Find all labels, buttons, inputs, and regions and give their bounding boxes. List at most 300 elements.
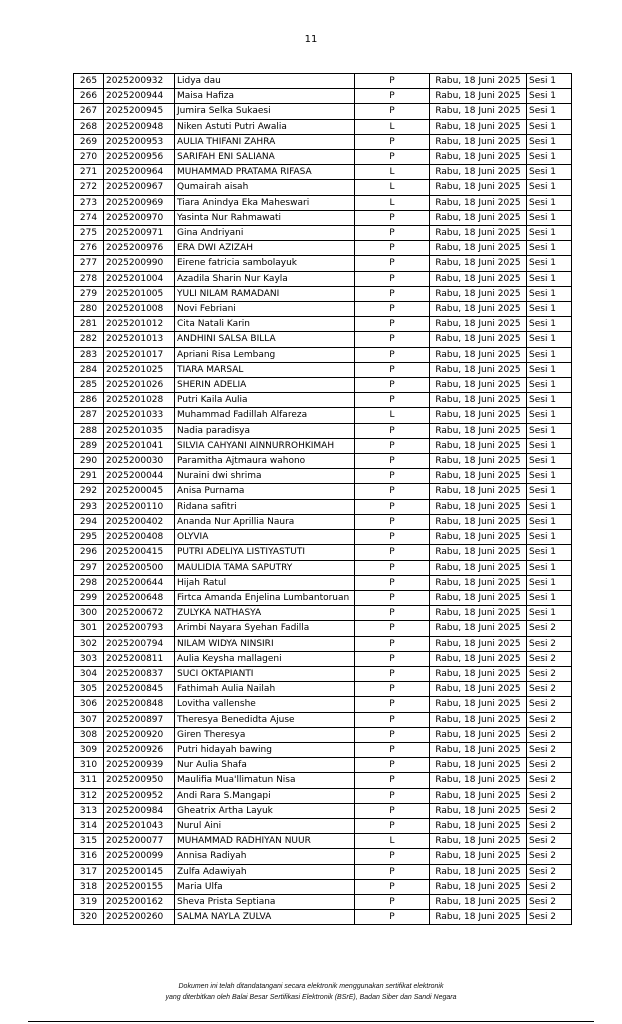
table-row xyxy=(74,241,572,256)
exam-date-cell: Rabu, 18 Juni 2025 xyxy=(430,636,527,651)
session-cell: Sesi 1 xyxy=(527,165,572,180)
gender-cell: P xyxy=(355,788,430,803)
student-name-cell: NILAM WIDYA NINSIRI xyxy=(175,636,355,651)
student-name-cell: Lovitha vallenshe xyxy=(175,697,355,712)
gender-cell: P xyxy=(355,727,430,742)
row-number-cell: 265 xyxy=(74,74,104,89)
row-number-cell: 291 xyxy=(74,469,104,484)
exam-date-cell: Rabu, 18 Juni 2025 xyxy=(430,438,527,453)
student-id-cell: 2025200970 xyxy=(104,210,175,225)
row-number-cell: 273 xyxy=(74,195,104,210)
student-id-cell: 2025200672 xyxy=(104,606,175,621)
student-id-cell: 2025200077 xyxy=(104,834,175,849)
session-cell: Sesi 2 xyxy=(527,742,572,757)
row-number-cell: 314 xyxy=(74,818,104,833)
session-cell: Sesi 1 xyxy=(527,317,572,332)
exam-date-cell: Rabu, 18 Juni 2025 xyxy=(430,575,527,590)
student-name-cell: PUTRI ADELIYA LISTIYASTUTI xyxy=(175,545,355,560)
student-id-cell: 2025200811 xyxy=(104,651,175,666)
gender-cell: P xyxy=(355,666,430,681)
student-name-cell: Cita Natali Karin xyxy=(175,317,355,332)
session-cell: Sesi 1 xyxy=(527,560,572,575)
gender-cell: L xyxy=(355,119,430,134)
row-number-cell: 318 xyxy=(74,879,104,894)
session-cell: Sesi 1 xyxy=(527,119,572,134)
student-name-cell: Andi Rara S.Mangapi xyxy=(175,788,355,803)
student-id-cell: 2025200920 xyxy=(104,727,175,742)
gender-cell: L xyxy=(355,180,430,195)
row-number-cell: 308 xyxy=(74,727,104,742)
session-cell: Sesi 1 xyxy=(527,150,572,165)
student-id-cell: 2025200926 xyxy=(104,742,175,757)
student-id-cell: 2025200990 xyxy=(104,256,175,271)
row-number-cell: 276 xyxy=(74,241,104,256)
gender-cell: P xyxy=(355,150,430,165)
gender-cell: L xyxy=(355,834,430,849)
exam-date-cell: Rabu, 18 Juni 2025 xyxy=(430,758,527,773)
session-cell: Sesi 1 xyxy=(527,226,572,241)
session-cell: Sesi 2 xyxy=(527,621,572,636)
row-number-cell: 293 xyxy=(74,499,104,514)
gender-cell: P xyxy=(355,818,430,833)
table-row xyxy=(74,773,572,788)
row-number-cell: 292 xyxy=(74,484,104,499)
student-id-cell: 2025200110 xyxy=(104,499,175,514)
session-cell: Sesi 1 xyxy=(527,210,572,225)
student-name-cell: ZULYKA NATHASYA xyxy=(175,606,355,621)
gender-cell: P xyxy=(355,484,430,499)
table-row xyxy=(74,560,572,575)
exam-date-cell: Rabu, 18 Juni 2025 xyxy=(430,104,527,119)
row-number-cell: 274 xyxy=(74,210,104,225)
session-cell: Sesi 1 xyxy=(527,514,572,529)
student-id-cell: 2025200500 xyxy=(104,560,175,575)
student-name-cell: Fathimah Aulia Nailah xyxy=(175,682,355,697)
table-row xyxy=(74,514,572,529)
exam-date-cell: Rabu, 18 Juni 2025 xyxy=(430,530,527,545)
page-number: 11 xyxy=(304,34,318,45)
table-row xyxy=(74,423,572,438)
table-row xyxy=(74,347,572,362)
row-number-cell: 311 xyxy=(74,773,104,788)
gender-cell: P xyxy=(355,636,430,651)
participant-table-body xyxy=(74,74,572,925)
gender-cell: L xyxy=(355,165,430,180)
student-name-cell: Sheva Prista Septiana xyxy=(175,894,355,909)
exam-date-cell: Rabu, 18 Juni 2025 xyxy=(430,74,527,89)
gender-cell: P xyxy=(355,682,430,697)
student-id-cell: 2025201008 xyxy=(104,302,175,317)
exam-date-cell: Rabu, 18 Juni 2025 xyxy=(430,879,527,894)
exam-date-cell: Rabu, 18 Juni 2025 xyxy=(430,317,527,332)
row-number-cell: 281 xyxy=(74,317,104,332)
row-number-cell: 299 xyxy=(74,590,104,605)
session-cell: Sesi 1 xyxy=(527,180,572,195)
exam-date-cell: Rabu, 18 Juni 2025 xyxy=(430,484,527,499)
session-cell: Sesi 2 xyxy=(527,727,572,742)
row-number-cell: 277 xyxy=(74,256,104,271)
row-number-cell: 283 xyxy=(74,347,104,362)
session-cell: Sesi 2 xyxy=(527,864,572,879)
student-id-cell: 2025201005 xyxy=(104,286,175,301)
gender-cell: P xyxy=(355,104,430,119)
student-name-cell: Gina Andriyani xyxy=(175,226,355,241)
exam-date-cell: Rabu, 18 Juni 2025 xyxy=(430,727,527,742)
gender-cell: P xyxy=(355,864,430,879)
table-row xyxy=(74,606,572,621)
table-row xyxy=(74,621,572,636)
student-id-cell: 2025200402 xyxy=(104,514,175,529)
gender-cell: P xyxy=(355,773,430,788)
row-number-cell: 312 xyxy=(74,788,104,803)
exam-date-cell: Rabu, 18 Juni 2025 xyxy=(430,514,527,529)
session-cell: Sesi 1 xyxy=(527,134,572,149)
row-number-cell: 302 xyxy=(74,636,104,651)
table-row xyxy=(74,651,572,666)
student-name-cell: Putri Kaila Aulia xyxy=(175,393,355,408)
student-id-cell: 2025200162 xyxy=(104,894,175,909)
row-number-cell: 287 xyxy=(74,408,104,423)
table-row xyxy=(74,530,572,545)
student-id-cell: 2025200976 xyxy=(104,241,175,256)
row-number-cell: 286 xyxy=(74,393,104,408)
gender-cell: P xyxy=(355,423,430,438)
exam-date-cell: Rabu, 18 Juni 2025 xyxy=(430,590,527,605)
session-cell: Sesi 1 xyxy=(527,302,572,317)
session-cell: Sesi 2 xyxy=(527,712,572,727)
student-name-cell: Firtca Amanda Enjelina Lumbantoruan xyxy=(175,590,355,605)
student-id-cell: 2025201013 xyxy=(104,332,175,347)
student-id-cell: 2025200260 xyxy=(104,910,175,925)
student-id-cell: 2025200648 xyxy=(104,590,175,605)
student-id-cell: 2025200948 xyxy=(104,119,175,134)
student-name-cell: AULIA THIFANI ZAHRA xyxy=(175,134,355,149)
row-number-cell: 297 xyxy=(74,560,104,575)
student-name-cell: Zulfa Adawiyah xyxy=(175,864,355,879)
student-id-cell: 2025200939 xyxy=(104,758,175,773)
session-cell: Sesi 1 xyxy=(527,530,572,545)
table-row xyxy=(74,590,572,605)
exam-date-cell: Rabu, 18 Juni 2025 xyxy=(430,210,527,225)
session-cell: Sesi 1 xyxy=(527,362,572,377)
exam-date-cell: Rabu, 18 Juni 2025 xyxy=(430,393,527,408)
student-id-cell: 2025200969 xyxy=(104,195,175,210)
student-id-cell: 2025200950 xyxy=(104,773,175,788)
table-row xyxy=(74,712,572,727)
session-cell: Sesi 2 xyxy=(527,788,572,803)
session-cell: Sesi 1 xyxy=(527,393,572,408)
table-row xyxy=(74,134,572,149)
gender-cell: P xyxy=(355,226,430,241)
session-cell: Sesi 1 xyxy=(527,286,572,301)
session-cell: Sesi 1 xyxy=(527,74,572,89)
table-row xyxy=(74,378,572,393)
gender-cell: P xyxy=(355,256,430,271)
exam-date-cell: Rabu, 18 Juni 2025 xyxy=(430,408,527,423)
table-row xyxy=(74,499,572,514)
row-number-cell: 313 xyxy=(74,803,104,818)
row-number-cell: 275 xyxy=(74,226,104,241)
gender-cell: P xyxy=(355,469,430,484)
table-row xyxy=(74,271,572,286)
student-name-cell: Nadia paradisya xyxy=(175,423,355,438)
table-row xyxy=(74,469,572,484)
student-id-cell: 2025200932 xyxy=(104,74,175,89)
table-row xyxy=(74,408,572,423)
table-row xyxy=(74,636,572,651)
student-id-cell: 2025200956 xyxy=(104,150,175,165)
row-number-cell: 266 xyxy=(74,89,104,104)
session-cell: Sesi 1 xyxy=(527,423,572,438)
student-id-cell: 2025201028 xyxy=(104,393,175,408)
student-name-cell: Azadila Sharin Nur Kayla xyxy=(175,271,355,286)
gender-cell: P xyxy=(355,271,430,286)
gender-cell: P xyxy=(355,74,430,89)
table-row xyxy=(74,682,572,697)
student-name-cell: Muhammad Fadillah Alfareza xyxy=(175,408,355,423)
gender-cell: P xyxy=(355,575,430,590)
session-cell: Sesi 1 xyxy=(527,195,572,210)
session-cell: Sesi 1 xyxy=(527,454,572,469)
student-name-cell: Ananda Nur Aprillia Naura xyxy=(175,514,355,529)
session-cell: Sesi 1 xyxy=(527,499,572,514)
table-row xyxy=(74,864,572,879)
student-id-cell: 2025201026 xyxy=(104,378,175,393)
exam-date-cell: Rabu, 18 Juni 2025 xyxy=(430,910,527,925)
student-name-cell: Theresya Benedidta Ajuse xyxy=(175,712,355,727)
session-cell: Sesi 2 xyxy=(527,773,572,788)
student-name-cell: Nurul Aini xyxy=(175,818,355,833)
student-id-cell: 2025200845 xyxy=(104,682,175,697)
student-id-cell: 2025200952 xyxy=(104,788,175,803)
exam-date-cell: Rabu, 18 Juni 2025 xyxy=(430,454,527,469)
table-row xyxy=(74,150,572,165)
row-number-cell: 268 xyxy=(74,119,104,134)
gender-cell: P xyxy=(355,393,430,408)
student-id-cell: 2025200044 xyxy=(104,469,175,484)
exam-date-cell: Rabu, 18 Juni 2025 xyxy=(430,332,527,347)
row-number-cell: 294 xyxy=(74,514,104,529)
row-number-cell: 310 xyxy=(74,758,104,773)
student-name-cell: Maulifia Mua'llimatun Nisa xyxy=(175,773,355,788)
exam-date-cell: Rabu, 18 Juni 2025 xyxy=(430,864,527,879)
row-number-cell: 316 xyxy=(74,849,104,864)
row-number-cell: 295 xyxy=(74,530,104,545)
footer-line-2: yang diterbitkan oleh Balai Besar Sertifikasi Elektronik (BSrE), Badan Siber dan Sandi Negara xyxy=(165,994,457,1001)
row-number-cell: 289 xyxy=(74,438,104,453)
student-id-cell: 2025201017 xyxy=(104,347,175,362)
table-row xyxy=(74,256,572,271)
student-name-cell: SILVIA CAHYANI AINNURROHKIMAH xyxy=(175,438,355,453)
student-id-cell: 2025200971 xyxy=(104,226,175,241)
gender-cell: P xyxy=(355,697,430,712)
table-row xyxy=(74,742,572,757)
student-id-cell: 2025201025 xyxy=(104,362,175,377)
table-row xyxy=(74,575,572,590)
student-id-cell: 2025200145 xyxy=(104,864,175,879)
student-id-cell: 2025200644 xyxy=(104,575,175,590)
session-cell: Sesi 1 xyxy=(527,104,572,119)
session-cell: Sesi 2 xyxy=(527,894,572,909)
student-id-cell: 2025200964 xyxy=(104,165,175,180)
table-row xyxy=(74,545,572,560)
gender-cell: P xyxy=(355,362,430,377)
exam-date-cell: Rabu, 18 Juni 2025 xyxy=(430,666,527,681)
row-number-cell: 271 xyxy=(74,165,104,180)
gender-cell: P xyxy=(355,894,430,909)
student-name-cell: Yasinta Nur Rahmawati xyxy=(175,210,355,225)
session-cell: Sesi 1 xyxy=(527,606,572,621)
table-row xyxy=(74,180,572,195)
row-number-cell: 301 xyxy=(74,621,104,636)
student-name-cell: Putri hidayah bawing xyxy=(175,742,355,757)
exam-date-cell: Rabu, 18 Juni 2025 xyxy=(430,423,527,438)
student-id-cell: 2025200848 xyxy=(104,697,175,712)
student-name-cell: Hijah Ratul xyxy=(175,575,355,590)
session-cell: Sesi 2 xyxy=(527,651,572,666)
exam-date-cell: Rabu, 18 Juni 2025 xyxy=(430,682,527,697)
gender-cell: P xyxy=(355,530,430,545)
student-id-cell: 2025200945 xyxy=(104,104,175,119)
gender-cell: P xyxy=(355,758,430,773)
session-cell: Sesi 1 xyxy=(527,545,572,560)
student-name-cell: Paramitha Ajtmaura wahono xyxy=(175,454,355,469)
gender-cell: P xyxy=(355,590,430,605)
row-number-cell: 270 xyxy=(74,150,104,165)
student-name-cell: ERA DWI AZIZAH xyxy=(175,241,355,256)
session-cell: Sesi 2 xyxy=(527,834,572,849)
student-name-cell: Giren Theresya xyxy=(175,727,355,742)
session-cell: Sesi 2 xyxy=(527,636,572,651)
table-row xyxy=(74,195,572,210)
gender-cell: P xyxy=(355,849,430,864)
student-name-cell: OLYVIA xyxy=(175,530,355,545)
row-number-cell: 298 xyxy=(74,575,104,590)
table-row xyxy=(74,818,572,833)
table-row xyxy=(74,89,572,104)
table-row xyxy=(74,286,572,301)
student-name-cell: Jumira Selka Sukaesi xyxy=(175,104,355,119)
exam-date-cell: Rabu, 18 Juni 2025 xyxy=(430,180,527,195)
row-number-cell: 300 xyxy=(74,606,104,621)
session-cell: Sesi 2 xyxy=(527,666,572,681)
table-row xyxy=(74,834,572,849)
student-name-cell: Novi Febriani xyxy=(175,302,355,317)
exam-date-cell: Rabu, 18 Juni 2025 xyxy=(430,469,527,484)
exam-date-cell: Rabu, 18 Juni 2025 xyxy=(430,347,527,362)
exam-date-cell: Rabu, 18 Juni 2025 xyxy=(430,803,527,818)
student-id-cell: 2025201035 xyxy=(104,423,175,438)
session-cell: Sesi 1 xyxy=(527,575,572,590)
exam-date-cell: Rabu, 18 Juni 2025 xyxy=(430,256,527,271)
signature-footer xyxy=(0,981,622,1003)
student-id-cell: 2025201033 xyxy=(104,408,175,423)
exam-date-cell: Rabu, 18 Juni 2025 xyxy=(430,195,527,210)
footer-line-1: Dokumen ini telah ditandatangani secara elektronik menggunakan sertifikat elektronik xyxy=(178,983,444,990)
student-id-cell: 2025200045 xyxy=(104,484,175,499)
exam-date-cell: Rabu, 18 Juni 2025 xyxy=(430,742,527,757)
exam-date-cell: Rabu, 18 Juni 2025 xyxy=(430,241,527,256)
gender-cell: P xyxy=(355,621,430,636)
row-number-cell: 305 xyxy=(74,682,104,697)
row-number-cell: 317 xyxy=(74,864,104,879)
student-id-cell: 2025200155 xyxy=(104,879,175,894)
student-id-cell: 2025200408 xyxy=(104,530,175,545)
row-number-cell: 285 xyxy=(74,378,104,393)
student-name-cell: SALMA NAYLA ZULVA xyxy=(175,910,355,925)
student-id-cell: 2025200415 xyxy=(104,545,175,560)
session-cell: Sesi 1 xyxy=(527,469,572,484)
student-name-cell: Aulia Keysha mallageni xyxy=(175,651,355,666)
gender-cell: P xyxy=(355,378,430,393)
session-cell: Sesi 1 xyxy=(527,256,572,271)
gender-cell: P xyxy=(355,302,430,317)
exam-date-cell: Rabu, 18 Juni 2025 xyxy=(430,606,527,621)
exam-date-cell: Rabu, 18 Juni 2025 xyxy=(430,286,527,301)
student-name-cell: Gheatrix Artha Layuk xyxy=(175,803,355,818)
row-number-cell: 280 xyxy=(74,302,104,317)
gender-cell: P xyxy=(355,514,430,529)
table-row xyxy=(74,910,572,925)
row-number-cell: 279 xyxy=(74,286,104,301)
row-number-cell: 304 xyxy=(74,666,104,681)
session-cell: Sesi 1 xyxy=(527,408,572,423)
row-number-cell: 296 xyxy=(74,545,104,560)
table-row xyxy=(74,119,572,134)
student-name-cell: Qumairah aisah xyxy=(175,180,355,195)
student-name-cell: SUCI OKTAPIANTI xyxy=(175,666,355,681)
exam-date-cell: Rabu, 18 Juni 2025 xyxy=(430,788,527,803)
student-name-cell: Nur Aulia Shafa xyxy=(175,758,355,773)
row-number-cell: 319 xyxy=(74,894,104,909)
row-number-cell: 303 xyxy=(74,651,104,666)
exam-date-cell: Rabu, 18 Juni 2025 xyxy=(430,271,527,286)
student-id-cell: 2025200953 xyxy=(104,134,175,149)
table-row xyxy=(74,302,572,317)
student-name-cell: Annisa Radiyah xyxy=(175,849,355,864)
session-cell: Sesi 1 xyxy=(527,484,572,499)
student-id-cell: 2025200793 xyxy=(104,621,175,636)
exam-date-cell: Rabu, 18 Juni 2025 xyxy=(430,362,527,377)
exam-date-cell: Rabu, 18 Juni 2025 xyxy=(430,119,527,134)
gender-cell: P xyxy=(355,712,430,727)
gender-cell: P xyxy=(355,606,430,621)
student-id-cell: 2025201012 xyxy=(104,317,175,332)
session-cell: Sesi 2 xyxy=(527,803,572,818)
student-name-cell: MAULIDIA TAMA SAPUTRY xyxy=(175,560,355,575)
student-name-cell: Lidya dau xyxy=(175,74,355,89)
exam-date-cell: Rabu, 18 Juni 2025 xyxy=(430,697,527,712)
student-name-cell: Eirene fatricia sambolayuk xyxy=(175,256,355,271)
table-row xyxy=(74,226,572,241)
footer-divider xyxy=(28,1021,594,1022)
gender-cell: P xyxy=(355,210,430,225)
exam-date-cell: Rabu, 18 Juni 2025 xyxy=(430,712,527,727)
gender-cell: P xyxy=(355,317,430,332)
exam-date-cell: Rabu, 18 Juni 2025 xyxy=(430,818,527,833)
exam-date-cell: Rabu, 18 Juni 2025 xyxy=(430,134,527,149)
student-name-cell: SHERIN ADELIA xyxy=(175,378,355,393)
table-row xyxy=(74,362,572,377)
session-cell: Sesi 1 xyxy=(527,347,572,362)
gender-cell: P xyxy=(355,286,430,301)
student-name-cell: Maisa Hafiza xyxy=(175,89,355,104)
gender-cell: P xyxy=(355,134,430,149)
row-number-cell: 288 xyxy=(74,423,104,438)
student-id-cell: 2025200794 xyxy=(104,636,175,651)
table-row xyxy=(74,788,572,803)
student-name-cell: SARIFAH ENI SALIANA xyxy=(175,150,355,165)
